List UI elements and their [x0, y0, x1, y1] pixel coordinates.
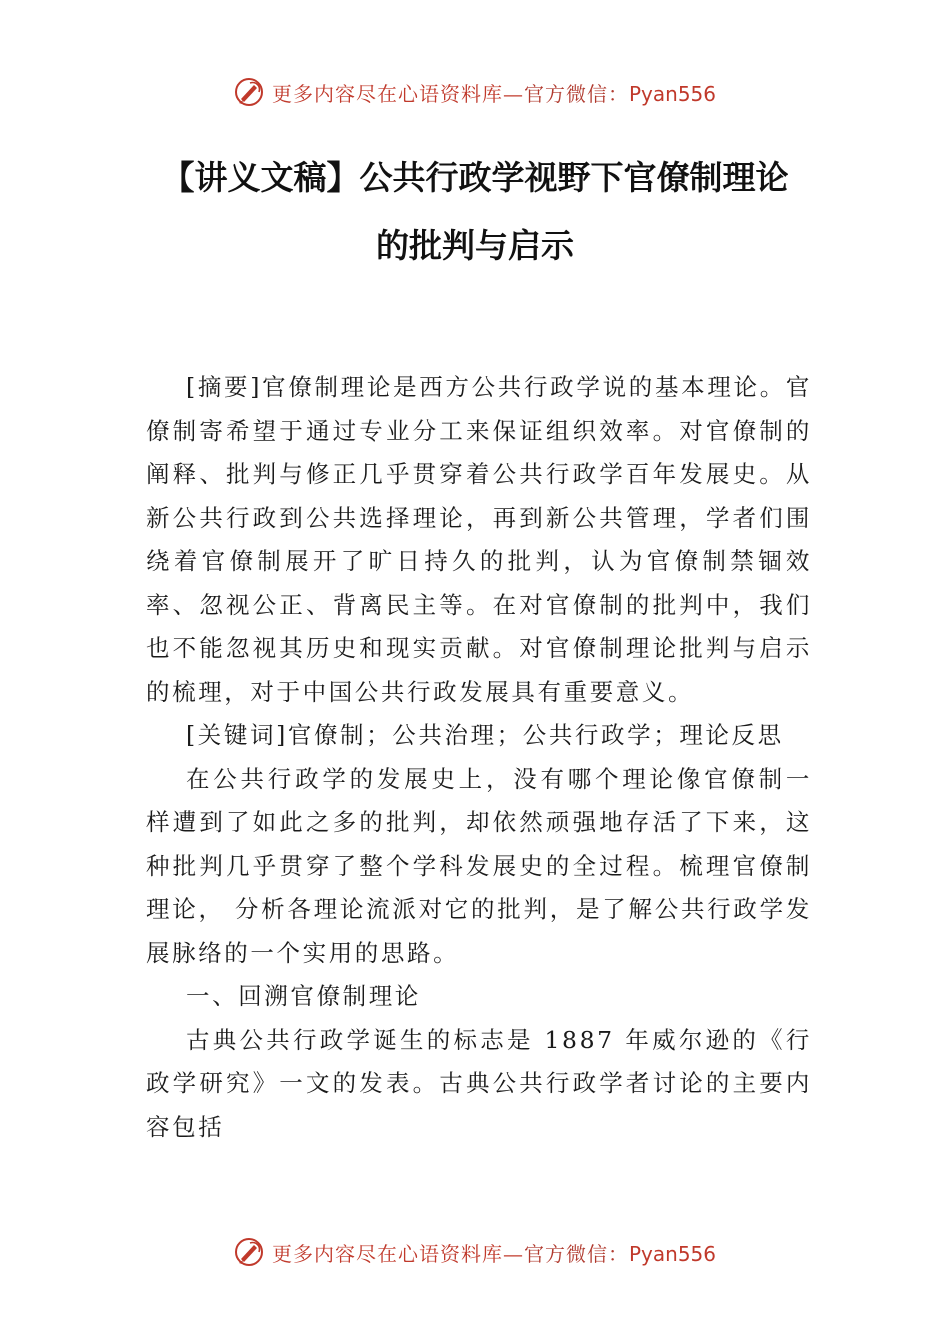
- footer-watermark: [0, 1232, 950, 1272]
- watermark-main: 更多内容尽在心语资料库: [271, 81, 503, 106]
- title-line-1: 【讲义文稿】公共行政学视野下官僚制理论: [161, 158, 789, 197]
- title-line-2: 的批判与启示: [376, 226, 574, 265]
- pen-logo-icon: [234, 77, 264, 107]
- section-heading: 一、回溯官僚制理论: [186, 982, 421, 1010]
- header-watermark: [0, 72, 950, 112]
- watermark-text: [272, 78, 716, 107]
- document-body: [146, 366, 812, 1149]
- section-paragraph: 古典公共行政学诞生的标志是 1887 年威尔逊的《行政学研究》一文的发表。古典公共行政学者讨论的主要内容包括: [146, 1025, 812, 1141]
- watermark-main: 更多内容尽在心语资料库: [271, 1241, 503, 1266]
- pen-logo-icon: [234, 1237, 264, 1267]
- document-title: [100, 144, 850, 280]
- watermark-handle: Pyan556: [628, 1241, 716, 1266]
- watermark-separator: —: [502, 1241, 524, 1266]
- intro-paragraph: 在公共行政学的发展史上，没有哪个理论像官僚制一样遭到了如此之多的批判，却依然顽强地存活了下来，这种批判几乎贯穿了整个学科发展史的全过程。梳理官僚制理论， 分析各理论流派对它的批判，是了解公共行政学发展脉络的一个实用的思路。: [146, 764, 812, 967]
- watermark-handle: Pyan556: [628, 81, 716, 106]
- abstract-paragraph: [摘要]官僚制理论是西方公共行政学说的基本理论。官僚制寄希望于通过专业分工来保证组织效率。对官僚制的阐释、批判与修正几乎贯穿着公共行政学百年发展史。从新公共行政到公共选择理论，再到新公共管理，学者们围绕着官僚制展开了旷日持久的批判，认为官僚制禁锢效率、忽视公正、背离民主等。在对官僚制的批判中，我们也不能忽视其历史和现实贡献。对官僚制理论批判与启示的梳理，对于中国公共行政发展具有重要意义。: [146, 373, 812, 706]
- watermark-official: 官方微信：: [523, 1241, 629, 1266]
- keywords-paragraph: [关键词]官僚制；公共治理；公共行政学；理论反思: [186, 721, 784, 749]
- watermark-text: [272, 1238, 716, 1267]
- watermark-official: 官方微信：: [523, 81, 629, 106]
- watermark-separator: —: [502, 81, 524, 106]
